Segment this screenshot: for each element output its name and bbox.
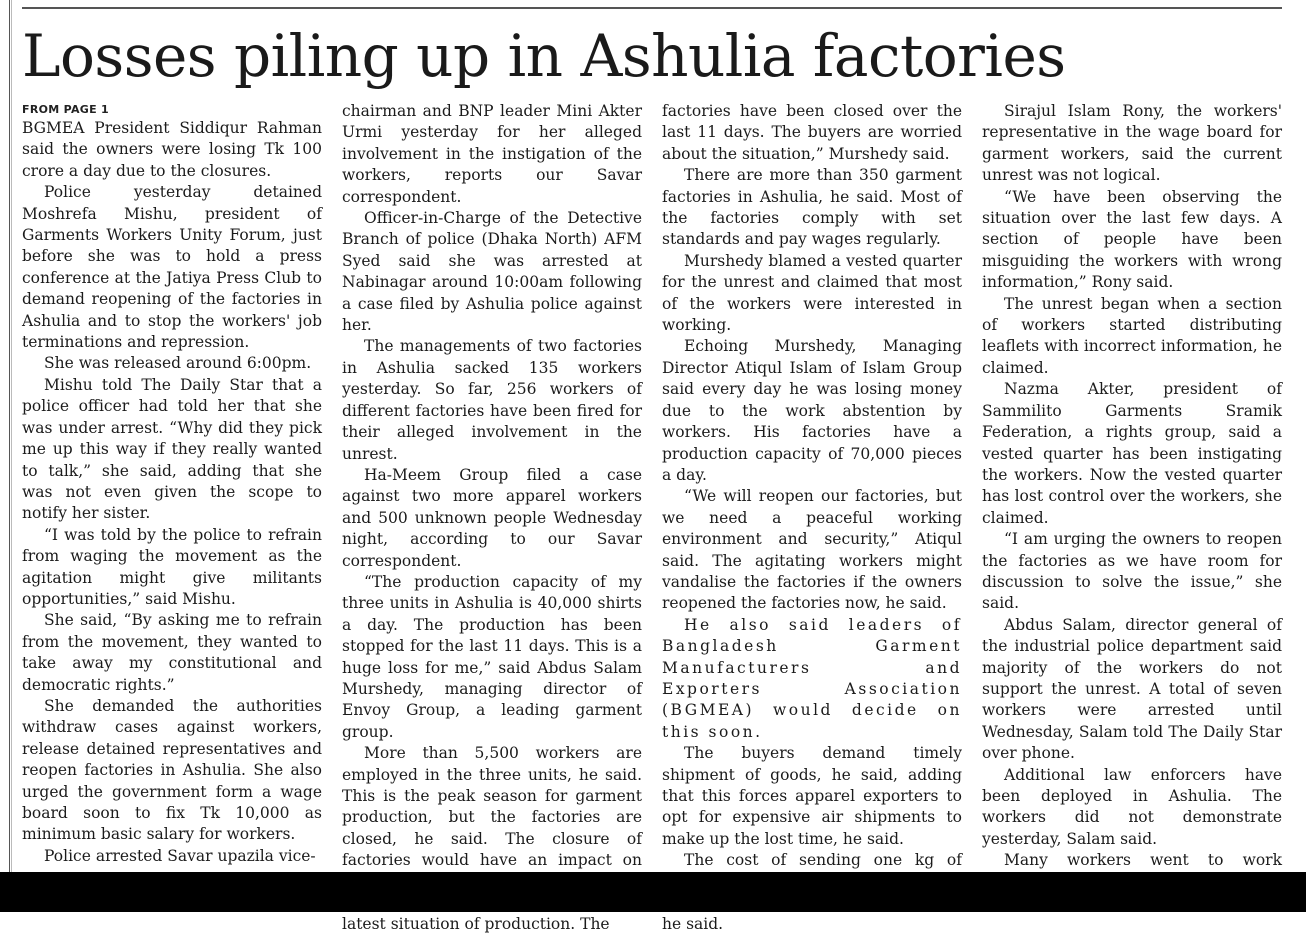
left-column-rule: [9, 0, 10, 872]
paragraph: Officer-in-Charge of the Detective Branch of police (Dhaka North) AFM Syed said she was arrested at Nabinagar around 10:00am following a case filed by Ashulia police against her.: [342, 209, 642, 335]
left-column-rule-light: [11, 0, 12, 872]
paragraph: factories have been closed over the last 11 days. The buyers are worried about the situation,” Murshedy said.: [662, 102, 962, 163]
article-column-1: [22, 101, 322, 865]
paragraph: Additional law enforcers have been deployed in Ashulia. The workers did not demonstrate yesterday, Salam said.: [982, 765, 1282, 848]
paragraph: More than 5,500 workers are employed in the three units, he said. This is the peak season for garment production, but the factories are closed, he said. The closure of factories would have an impact on: [342, 744, 642, 870]
paragraph: She said, “By asking me to refrain from the movement, they wanted to take away my constitutional and democratic rights.”: [22, 611, 322, 694]
paragraph: “We have been observing the situation over the last few days. A section of people have been misguiding the workers with wrong information,” Rony said.: [982, 187, 1282, 292]
paragraph: latest situation of production. The: [342, 915, 610, 934]
paragraph: “We will reopen our factories, but we need a peaceful working environment and security,” Atiqul said. The agitating workers might vandalise the factories if the owners reopened the factories now, he said.: [662, 487, 962, 613]
paragraph: “The production capacity of my three units in Ashulia is 40,000 shirts a day. The production has been stopped for the last 11 days. This is a huge loss for me,” said Abdus Salam Murshedy, managing director of Envoy Group, a leading garment group.: [342, 572, 642, 741]
paragraph: The cost of sending one kg of he said.: [662, 851, 962, 934]
paragraph: The unrest began when a section of workers started distributing leaflets with incorrect information, he claimed.: [982, 294, 1282, 377]
paragraph: chairman and BNP leader Mini Akter Urmi yesterday for her alleged involvement in the instigation of the workers, reports our Savar correspondent.: [342, 102, 642, 206]
article-column-4: [982, 101, 1282, 870]
paragraph: Mishu told The Daily Star that a police officer had told her that she was under arrest. “Why did they pick me up this way if they really wanted to talk,” she said, adding that she was not even given the scope to notify her sister.: [22, 375, 322, 523]
paragraph: She demanded the authorities withdraw cases against workers, release detained representatives and reopen factories in Ashulia. She also urged the government form a wage board soon to fix Tk 10,000 as minimum basic salary for workers.: [22, 696, 322, 844]
paragraph: “I am urging the owners to reopen the factories as we have room for discussion to solve the issue,” she said.: [982, 530, 1282, 613]
paragraph: Echoing Murshedy, Managing Director Atiqul Islam of Islam Group said every day he was losing money due to the work abstention by workers. His factories have a production capacity of 70,000 pieces a day.: [662, 337, 962, 484]
paragraph: The buyers demand timely shipment of goods, he said, adding that this forces apparel exporters to opt for expensive air shipments to make up the lost time, he said.: [662, 744, 962, 848]
paragraph: Sirajul Islam Rony, the workers' representative in the wage board for garment workers, said the current unrest was not logical.: [982, 102, 1282, 185]
paragraph: She was released around 6:00pm.: [44, 354, 312, 373]
paragraph: Murshedy blamed a vested quarter for the unrest and claimed that most of the workers were interested in working.: [662, 251, 962, 335]
paragraph: There are more than 350 garment factories in Ashulia, he said. Most of the factories comply with set standards and pay wages regularly.: [662, 166, 962, 249]
headline: Losses piling up in Ashulia factories: [22, 22, 1066, 90]
paragraph: The managements of two factories in Ashulia sacked 135 workers yesterday. So far, 256 workers of different factories have been fired for their alleged involvement in the unrest.: [342, 337, 642, 463]
kicker: FROM PAGE 1: [22, 103, 110, 116]
top-rule: [22, 7, 1282, 9]
paragraph: Police arrested Savar upazila vice-: [44, 846, 316, 865]
paragraph: Many workers went to work: [1004, 851, 1282, 870]
paragraph: Abdus Salam, director general of the industrial police department said majority of the workers do not support the unrest. A total of seven workers were arrested until Wednesday, Salam told The Daily Star over phone.: [982, 615, 1282, 763]
paragraph: Police yesterday detained Moshrefa Mishu, president of Garments Workers Unity Forum, just before she was to hold a press conference at the Jatiya Press Club to demand reopening of the factories in Ashulia and to stop the workers' job terminations and repression.: [22, 183, 322, 352]
article-column-3: [662, 101, 962, 934]
paragraph: He also said leaders of Bangladesh Garment Manufacturers and Exporters Association (BGMEA) would decide on this soon.: [662, 615, 962, 741]
paragraph: Ha-Meem Group filed a case against two more apparel workers and 500 unknown people Wednesday night, according to our Savar correspondent.: [342, 465, 642, 570]
article-column-2: [342, 101, 642, 934]
paragraph: “I was told by the police to refrain from waging the movement as the agitation might give militants opportunities,” said Mishu.: [22, 525, 322, 608]
bottom-black-band: [0, 872, 1306, 912]
paragraph: BGMEA President Siddiqur Rahman said the owners were losing Tk 100 crore a day due to the closures.: [22, 119, 322, 180]
paragraph: Nazma Akter, president of Sammilito Garments Sramik Federation, a rights group, said a vested quarter has been instigating the workers. Now the vested quarter has lost control over the workers, she claimed.: [982, 380, 1282, 527]
